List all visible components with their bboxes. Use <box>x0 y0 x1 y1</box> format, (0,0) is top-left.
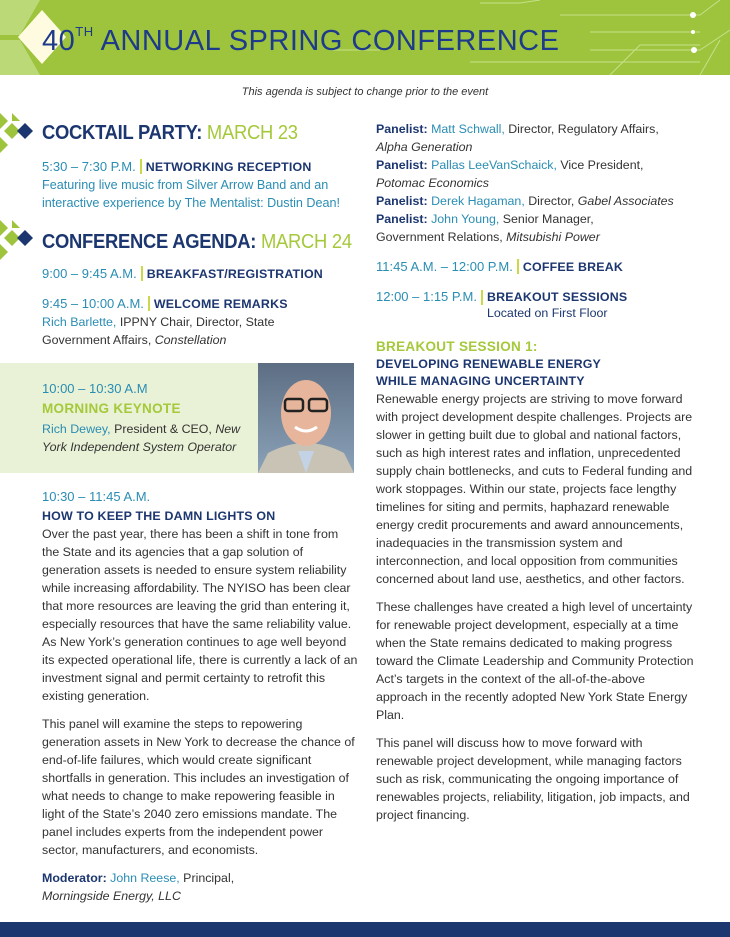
panel-paragraph: Over the past year, there has been a shift in tone from the State and its agencies that a gap solution of generation assets is needed to ensure system reliability while increasing affordability. The NYISO has been clear that more resources are leaving the grid than entering it, especially resources that have the same reliability value. As New York’s generation continues to age well beyond its expected operational life, there is currently a lack of an investment signal and permit certainty to retrofit this existing generation. <box>42 527 358 703</box>
session1-paragraph: Renewable energy projects are striving to move forward with project development despite challenges. Projects are slower in getting built due to global and national factors, such as high interest rates and inflation, unprecedented supply chain bottlenecks, and cuts to Federal funding and work stoppages. Within our state, projects face lengthy timelines for siting and permits, haphazard renewable energy credit procurements and award announcements, inadequacies in the transmission system and interconnection, and local opposition from communities concerned about land use, aesthetics, and other factors. <box>376 392 693 586</box>
agenda-heading: CONFERENCE AGENDA: MARCH 24 <box>42 231 352 253</box>
welcome-speaker: Rich Barlette, IPPNY Chair, Director, State Government Affairs, Constellation <box>42 315 275 347</box>
conference-title: 40TH ANNUAL SPRING CONFERENCE <box>42 24 560 57</box>
panelist: Panelist: Pallas LeeVanSchaick, Vice President, Potomac Economics <box>376 158 644 190</box>
footer-bar <box>0 922 730 937</box>
moderator: Moderator: John Reese, Principal, Morningside Energy, LLC <box>42 871 235 903</box>
session1-title: DEVELOPING RENEWABLE ENERGY WHILE MANAGING UNCERTAINTY <box>376 357 601 388</box>
disclaimer: This agenda is subject to change prior to the event <box>241 86 489 98</box>
breakfast-item: 9:00 – 9:45 A.M. BREAKFAST/REGISTRATION <box>42 266 323 281</box>
left-column <box>42 120 360 349</box>
panel-paragraph: This panel will examine the steps to repowering generation assets in New York to decrease the chance of end-of-life failures, which would create significant shortfalls in generation. This includes an investigation of what needs to change to make repowering feasible in light of the State’s 2040 zero emissions mandate. The panel includes experts from the independent power sector, manufacturers, and economists. <box>42 717 355 857</box>
cocktail-description: Featuring live music from Silver Arrow Band and an interactive experience by The Mentalist: Dustin Dean! <box>42 178 340 210</box>
welcome-item: 9:45 – 10:00 A.M. WELCOME REMARKS <box>42 296 288 311</box>
panelist: Panelist: Derek Hagaman, Director, Gabel Associates <box>376 194 674 208</box>
panel-session: 10:30 – 11:45 A.M. HOW TO KEEP THE DAMN LIGHTS ON Over the past year, there has been a shift in tone from the State and its agencies that a gap solution of generation assets is needed to ensure system reliability while increasing affordability. The NYISO has been clear that more resources are leaving the grid than entering it, especially resources that have the same reliability value. As New York’s generation continues to age well beyond its expected operational life, there is currently a lack of an investment signal and permit certainty to retrofit this existing generation. This panel will examine the steps to repowering generation assets in New York to decrease the chance of end-of-life failures, which would create significant shortfalls in generation. This includes an investigation of what needs to change to make repowering feasible in light of the State’s 2040 zero emissions mandate. The panel includes experts from the independent power sector, manufacturers, and economists. Moderator: John Reese, Principal, Morningside Energy, LLC <box>42 489 358 903</box>
coffee-item: 11:45 A.M. – 12:00 P.M. COFFEE BREAK <box>376 259 623 274</box>
panelist: Panelist: John Young, Senior Manager, Government Relations, Mitsubishi Power <box>376 212 600 244</box>
breakout-item: 12:00 – 1:15 P.M. BREAKOUT SESSIONS Located on First Floor <box>376 289 628 320</box>
cocktail-heading: COCKTAIL PARTY: MARCH 23 <box>42 122 298 144</box>
diamond-decoration-icon <box>0 220 36 260</box>
session1-label: BREAKOUT SESSION 1: <box>376 339 538 354</box>
speaker-photo <box>258 363 354 473</box>
networking-item: 5:30 – 7:30 P.M. NETWORKING RECEPTION <box>42 159 312 174</box>
keynote-details: 10:00 – 10:30 A.M MORNING KEYNOTE Rich Dewey, President & CEO, New York Independent System Operator <box>42 381 241 454</box>
diamond-decoration-icon <box>0 113 36 153</box>
header-banner <box>0 0 730 75</box>
right-column <box>376 120 696 834</box>
panelist: Panelist: Matt Schwall, Director, Regulatory Affairs, Alpha Generation <box>376 122 659 154</box>
session1-paragraph: These challenges have created a high level of uncertainty for renewable project development, especially at a time when the State remains dedicated to making progress toward the Climate Leadership and Community Protection Act’s targets in the context of the all-of-the-above approach in the recently adopted New York State Energy Plan. <box>376 600 694 722</box>
session1-paragraph: This panel will discuss how to move forward with renewable project development, while managing factors such as risk, communicating the ongoing importance of renewables projects, reliability, litigation, job impacts, and project financing. <box>376 736 690 822</box>
